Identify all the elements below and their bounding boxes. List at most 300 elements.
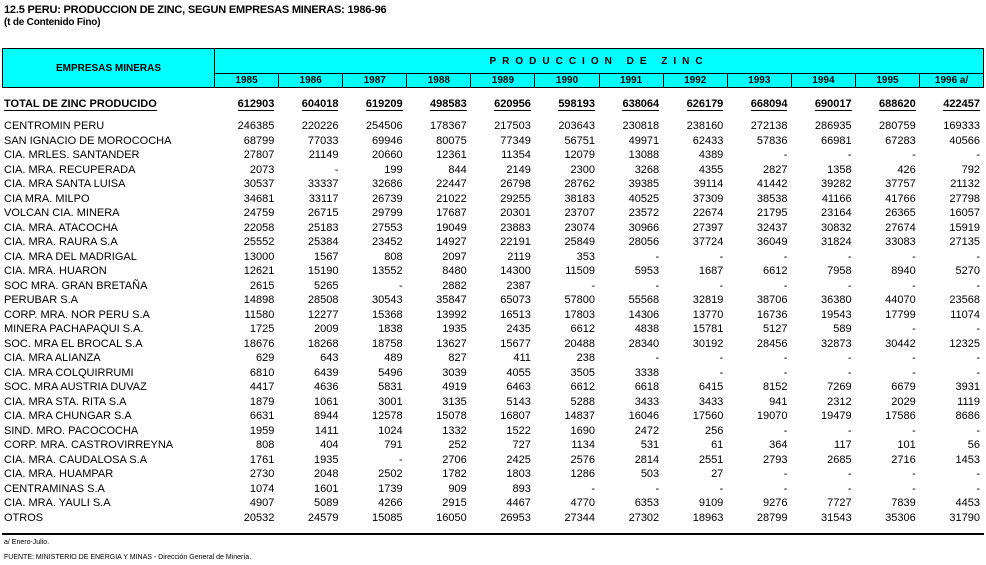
value-cell: 23074 (564, 221, 596, 234)
value-cell (535, 95, 599, 112)
company-name: CIA. MRA. HUAMPAR (4, 468, 114, 481)
value-cell: 13627 (436, 337, 467, 350)
table-row (2, 438, 984, 453)
value-cell: 15919 (949, 221, 980, 234)
value-cell: 22674 (692, 207, 724, 220)
value-cell: 1567 (313, 250, 339, 263)
value-cell: 12621 (243, 265, 275, 278)
value-cell: 30537 (243, 178, 275, 191)
year-header: 1992 (663, 74, 727, 88)
value-cell: 4417 (249, 381, 275, 394)
table-row (2, 322, 984, 337)
value-cell: 5953 (634, 265, 660, 278)
value-cell: 44070 (885, 294, 916, 307)
value-cell: 489 (384, 352, 403, 365)
table-row (2, 250, 984, 265)
value-cell: - (398, 279, 403, 292)
company-name: CIA. MRLES. SANTANDER (4, 149, 140, 162)
value-cell: 2915 (442, 497, 467, 510)
value-text: 422457 (943, 97, 980, 110)
table-row (2, 308, 984, 323)
value-cell: 2827 (762, 163, 788, 176)
value-cell: 2716 (891, 453, 916, 466)
value-cell: 404 (320, 439, 339, 452)
value-cell: 39114 (693, 178, 724, 191)
value-cell: 41766 (885, 192, 916, 205)
value-cell: 1959 (249, 424, 275, 437)
company-name: CENTRAMINAS S.A (4, 482, 105, 495)
value-cell: 411 (513, 352, 531, 365)
value-cell: 4055 (506, 366, 531, 379)
value-cell: 2551 (698, 453, 724, 466)
value-cell: 17687 (436, 207, 467, 220)
value-cell: 238160 (686, 120, 724, 133)
value-cell: - (719, 250, 724, 263)
value-cell: 1286 (570, 468, 596, 481)
table-title: 12.5 PERU: PRODUCCION DE ZINC, SEGUN EMPRESAS MINERAS: 1986-96 (4, 4, 387, 16)
value-cell: 16807 (500, 410, 531, 423)
value-cell: 2472 (634, 424, 660, 437)
table-header (2, 48, 984, 88)
value-cell: 589 (833, 323, 852, 336)
value-cell: 9276 (762, 497, 788, 510)
production-header: PRODUCCION DE ZINC (215, 49, 984, 74)
table-row (2, 380, 984, 395)
value-cell: 11509 (565, 265, 596, 278)
value-cell: 12578 (372, 410, 403, 423)
value-cell: - (783, 366, 788, 379)
value-cell: - (783, 352, 788, 365)
value-cell: 27553 (372, 221, 403, 234)
value-cell: 1838 (378, 323, 403, 336)
value-cell: 12079 (564, 149, 596, 162)
table-row (2, 235, 984, 250)
value-cell: 2300 (570, 163, 596, 176)
value-cell: 6810 (249, 366, 275, 379)
value-cell: 6612 (570, 381, 596, 394)
value-text: 668094 (750, 97, 788, 110)
company-name: CIA. MRA STA. RITA S.A (4, 395, 127, 408)
value-cell: 19049 (436, 221, 467, 234)
value-cell: 13000 (243, 250, 275, 263)
value-cell: 35306 (885, 511, 916, 524)
value-cell: 27807 (243, 149, 275, 162)
value-cell: 1074 (249, 482, 275, 495)
value-cell: 15085 (372, 511, 403, 524)
value-cell: 2073 (249, 163, 275, 176)
value-cell: 844 (448, 163, 467, 176)
value-cell: - (847, 352, 852, 365)
value-cell (727, 95, 791, 112)
value-text: 619209 (365, 97, 403, 110)
value-cell: 37757 (885, 178, 916, 191)
value-text: 498583 (430, 97, 467, 110)
company-name: CIA. MRA. RECUPERADA (4, 163, 136, 176)
value-cell: 4636 (313, 381, 339, 394)
value-cell: 2009 (313, 323, 339, 336)
value-cell: 2615 (249, 279, 275, 292)
value-cell: 26953 (500, 511, 531, 524)
year-header: 1985 (215, 74, 279, 88)
value-cell: 65073 (500, 294, 531, 307)
year-header: 1993 (727, 74, 791, 88)
value-cell: 3931 (955, 381, 980, 394)
value-cell: - (976, 352, 980, 365)
value-cell (920, 95, 984, 112)
value-cell: 26715 (307, 207, 339, 220)
value-cell: - (398, 453, 403, 466)
value-cell: - (655, 482, 660, 495)
value-cell: 1725 (249, 323, 275, 336)
value-cell: - (912, 279, 916, 292)
value-cell: 16057 (949, 207, 980, 220)
value-cell: 16050 (436, 511, 467, 524)
value-cell: 5143 (506, 395, 531, 408)
value-cell: 23707 (564, 207, 596, 220)
value-cell: 1803 (506, 468, 531, 481)
value-cell: 27 (711, 468, 724, 481)
year-header: 1990 (535, 74, 599, 88)
value-cell: - (783, 279, 788, 292)
value-cell: 31543 (821, 511, 852, 524)
value-cell: 37724 (692, 236, 724, 249)
company-name: CIA. MRA. ATACOCHA (4, 221, 118, 234)
value-cell: 23164 (821, 207, 852, 220)
value-cell: - (976, 468, 980, 481)
value-cell: 66981 (821, 134, 852, 147)
value-cell: 32437 (756, 221, 788, 234)
value-cell: 1782 (442, 468, 467, 481)
value-cell: 13552 (372, 265, 403, 278)
value-cell: 12361 (436, 149, 467, 162)
value-cell: 23572 (628, 207, 660, 220)
value-cell: 6612 (762, 265, 788, 278)
value-cell: 17586 (885, 410, 916, 423)
value-cell: 6679 (891, 381, 916, 394)
company-name: CIA. MRA DEL MADRIGAL (4, 250, 137, 263)
value-cell: 1739 (378, 482, 403, 495)
value-cell: 272138 (750, 120, 788, 133)
value-cell: 8152 (762, 381, 788, 394)
value-cell: - (976, 323, 980, 336)
value-cell: 5265 (313, 279, 339, 292)
value-cell: 25384 (307, 236, 339, 249)
value-cell: 3135 (442, 395, 467, 408)
company-name: CIA. MRA COLQUIRRUMI (4, 366, 134, 379)
value-cell: 1024 (378, 424, 403, 437)
row-label: TOTAL DE ZINC PRODUCIDO (4, 97, 157, 110)
value-cell: 199 (384, 163, 403, 176)
value-cell: 26365 (885, 207, 916, 220)
value-cell: 1134 (571, 439, 596, 452)
value-cell: 6618 (634, 381, 660, 394)
value-cell: 80075 (436, 134, 467, 147)
value-cell: 252 (448, 439, 467, 452)
table-row (2, 177, 984, 192)
table-row (2, 453, 984, 468)
value-cell: 2882 (442, 279, 467, 292)
value-cell: - (976, 250, 980, 263)
value-cell: 13088 (628, 149, 660, 162)
value-cell: 1119 (957, 395, 980, 408)
year-header: 1986 (279, 74, 343, 88)
value-cell: 16736 (756, 308, 788, 321)
value-cell: - (912, 250, 916, 263)
table-row (2, 409, 984, 424)
value-cell: 5288 (570, 395, 596, 408)
value-cell: 1453 (955, 453, 980, 466)
value-cell: 22191 (500, 236, 531, 249)
company-name: SOC MRA. GRAN BRETAÑA (4, 279, 148, 292)
value-cell: 6612 (570, 323, 596, 336)
value-cell: - (655, 352, 660, 365)
value-text: 638064 (622, 97, 660, 110)
value-cell: 27674 (885, 221, 916, 234)
year-header: 1991 (599, 74, 663, 88)
value-cell: 12277 (307, 308, 339, 321)
value-cell: 16513 (500, 308, 531, 321)
value-cell: 2793 (762, 453, 788, 466)
value-cell: 12325 (949, 337, 980, 350)
value-cell: 15781 (692, 323, 724, 336)
value-cell: - (655, 279, 660, 292)
table-row (2, 148, 984, 163)
value-cell: 2097 (442, 250, 467, 263)
value-cell: 1761 (249, 453, 275, 466)
value-cell: - (783, 468, 788, 481)
table-row (2, 351, 984, 366)
value-cell: 503 (640, 468, 660, 481)
value-cell: 39385 (628, 178, 660, 191)
table-row (2, 395, 984, 410)
value-cell: - (847, 279, 852, 292)
value-cell: 20488 (564, 337, 596, 350)
value-cell: 56 (967, 439, 980, 452)
value-cell: 4355 (698, 163, 724, 176)
value-cell: 6353 (634, 497, 660, 510)
value-cell: 21022 (436, 192, 467, 205)
value-cell: - (591, 279, 596, 292)
table-row (2, 511, 984, 526)
value-cell: 57800 (564, 294, 596, 307)
value-cell: 3338 (634, 366, 660, 379)
value-cell: 27798 (949, 192, 980, 205)
value-cell: - (912, 323, 916, 336)
value-cell: 33083 (885, 236, 916, 249)
value-cell: 21149 (308, 149, 339, 162)
table-subtitle: (t de Contenido Fino) (4, 17, 101, 28)
value-cell: 26798 (500, 178, 531, 191)
value-cell: 20532 (243, 511, 275, 524)
table-row (2, 279, 984, 294)
value-cell: 36049 (756, 236, 788, 249)
value-cell: - (912, 366, 916, 379)
value-cell: 11354 (501, 149, 531, 162)
value-cell: 101 (897, 439, 916, 452)
company-name: CORP. MRA. CASTROVIRREYNA (4, 439, 174, 452)
value-cell: 13992 (436, 308, 467, 321)
value-cell: 3433 (698, 395, 724, 408)
value-cell: 3001 (378, 395, 403, 408)
year-header: 1989 (471, 74, 535, 88)
value-cell: 17803 (564, 308, 596, 321)
value-cell: - (719, 482, 724, 495)
company-name: CIA. MRA CHUNGAR S.A (4, 410, 132, 423)
value-cell: - (783, 149, 788, 162)
value-cell: 14837 (564, 410, 596, 423)
value-cell: 280759 (879, 120, 916, 133)
year-header: 1987 (343, 74, 407, 88)
value-cell: 25849 (564, 236, 596, 249)
value-cell: - (976, 424, 980, 437)
value-cell (791, 95, 855, 112)
value-cell: 3505 (570, 366, 596, 379)
value-cell: 21795 (756, 207, 788, 220)
value-cell: 1332 (442, 424, 467, 437)
value-cell: 3039 (442, 366, 467, 379)
value-cell: - (783, 482, 788, 495)
value-cell: 14300 (500, 265, 531, 278)
value-cell: 6415 (698, 381, 724, 394)
value-cell: - (719, 352, 724, 365)
value-cell: 2312 (827, 395, 852, 408)
value-cell: - (847, 149, 852, 162)
value-cell: 4389 (698, 149, 724, 162)
value-cell: 2576 (570, 453, 596, 466)
value-cell: 13770 (692, 308, 724, 321)
value-cell: 792 (961, 163, 980, 176)
company-name: SAN IGNACIO DE MOROCOCHA (4, 134, 172, 147)
value-cell: 17799 (885, 308, 916, 321)
value-cell: 2425 (506, 453, 531, 466)
value-cell: 2149 (506, 163, 531, 176)
value-cell: 24759 (243, 207, 275, 220)
value-cell: 33117 (308, 192, 339, 205)
value-cell: - (847, 366, 852, 379)
value-cell: 22447 (436, 178, 467, 191)
value-cell: 33337 (307, 178, 339, 191)
value-cell: 2119 (507, 250, 531, 263)
value-cell: - (719, 279, 724, 292)
value-cell: 7839 (891, 497, 916, 510)
spacer-cell (2, 112, 984, 119)
company-name: MINERA PACHAPAQUI S.A. (4, 323, 144, 336)
value-cell: - (912, 149, 916, 162)
value-cell: 220226 (301, 120, 339, 133)
table-row (2, 192, 984, 207)
value-cell: 4907 (249, 497, 275, 510)
value-cell: 62433 (692, 134, 724, 147)
value-cell (342, 95, 406, 112)
value-cell: 6631 (249, 410, 275, 423)
value-cell: 8944 (313, 410, 339, 423)
value-cell: 1687 (698, 265, 724, 278)
value-text: 688620 (879, 97, 916, 110)
value-cell: 28056 (628, 236, 660, 249)
value-cell: 169333 (943, 120, 980, 133)
value-cell: 19070 (756, 410, 788, 423)
company-name: CIA. MRA SANTA LUISA (4, 178, 126, 191)
table-row (2, 366, 984, 381)
value-cell: 8480 (442, 265, 467, 278)
value-cell: 727 (512, 439, 531, 452)
value-cell: 25552 (243, 236, 275, 249)
value-cell: 11580 (244, 308, 275, 321)
value-cell: 15078 (436, 410, 467, 423)
value-cell (278, 95, 342, 112)
company-name: SOC. MRA AUSTRIA DUVAZ (4, 381, 147, 394)
value-cell: 14898 (243, 294, 275, 307)
value-cell (214, 95, 278, 112)
value-cell: - (847, 468, 852, 481)
value-cell: 1411 (314, 424, 339, 437)
year-header: 1988 (407, 74, 471, 88)
value-cell: 19479 (821, 410, 852, 423)
value-cell: 11074 (950, 308, 980, 321)
value-text: 604018 (301, 97, 339, 110)
value-cell: - (976, 366, 980, 379)
value-cell: 7958 (827, 265, 852, 278)
value-cell: 49971 (628, 134, 660, 147)
year-header: 1995 (855, 74, 919, 88)
value-cell: - (912, 424, 916, 437)
company-name: VOLCAN CIA. MINERA (4, 207, 120, 220)
value-cell: 1601 (313, 482, 339, 495)
value-cell: 827 (448, 352, 467, 365)
company-name: CORP. MRA. NOR PERU S.A (4, 308, 150, 321)
value-cell: 68799 (243, 134, 275, 147)
value-cell: 28456 (756, 337, 788, 350)
value-cell: 426 (897, 163, 916, 176)
value-cell: 15677 (500, 337, 531, 350)
value-cell: 18963 (692, 511, 724, 524)
value-cell: 25183 (307, 221, 339, 234)
value-cell: - (591, 482, 596, 495)
value-cell: 17560 (692, 410, 724, 423)
value-cell: 203643 (558, 120, 596, 133)
value-cell: - (655, 250, 660, 263)
value-cell: 77349 (500, 134, 531, 147)
value-cell: 37309 (692, 192, 724, 205)
value-cell: 39282 (821, 178, 852, 191)
value-cell: 8686 (955, 410, 980, 423)
value-cell: 24579 (307, 511, 339, 524)
value-cell: 629 (255, 352, 275, 365)
value-cell: 9109 (698, 497, 724, 510)
value-cell: 30966 (628, 221, 660, 234)
value-cell: 29799 (372, 207, 403, 220)
value-cell: 1935 (313, 453, 339, 466)
value-cell: 238 (576, 352, 596, 365)
total-row (2, 95, 984, 112)
value-cell: 643 (320, 352, 339, 365)
company-name: CIA MRA. MILPO (4, 192, 90, 205)
value-cell: 4266 (378, 497, 403, 510)
value-cell: 30192 (692, 337, 724, 350)
value-cell: 67283 (885, 134, 916, 147)
value-cell: - (912, 482, 916, 495)
value-cell (471, 95, 535, 112)
value-cell: 23568 (949, 294, 980, 307)
company-name (2, 95, 214, 112)
value-cell: 246385 (237, 120, 275, 133)
value-cell: 27344 (564, 511, 596, 524)
value-cell: 230818 (622, 120, 660, 133)
value-cell: 69946 (372, 134, 403, 147)
value-cell: 26739 (372, 192, 403, 205)
value-cell: 4919 (442, 381, 467, 394)
table-row (2, 424, 984, 439)
